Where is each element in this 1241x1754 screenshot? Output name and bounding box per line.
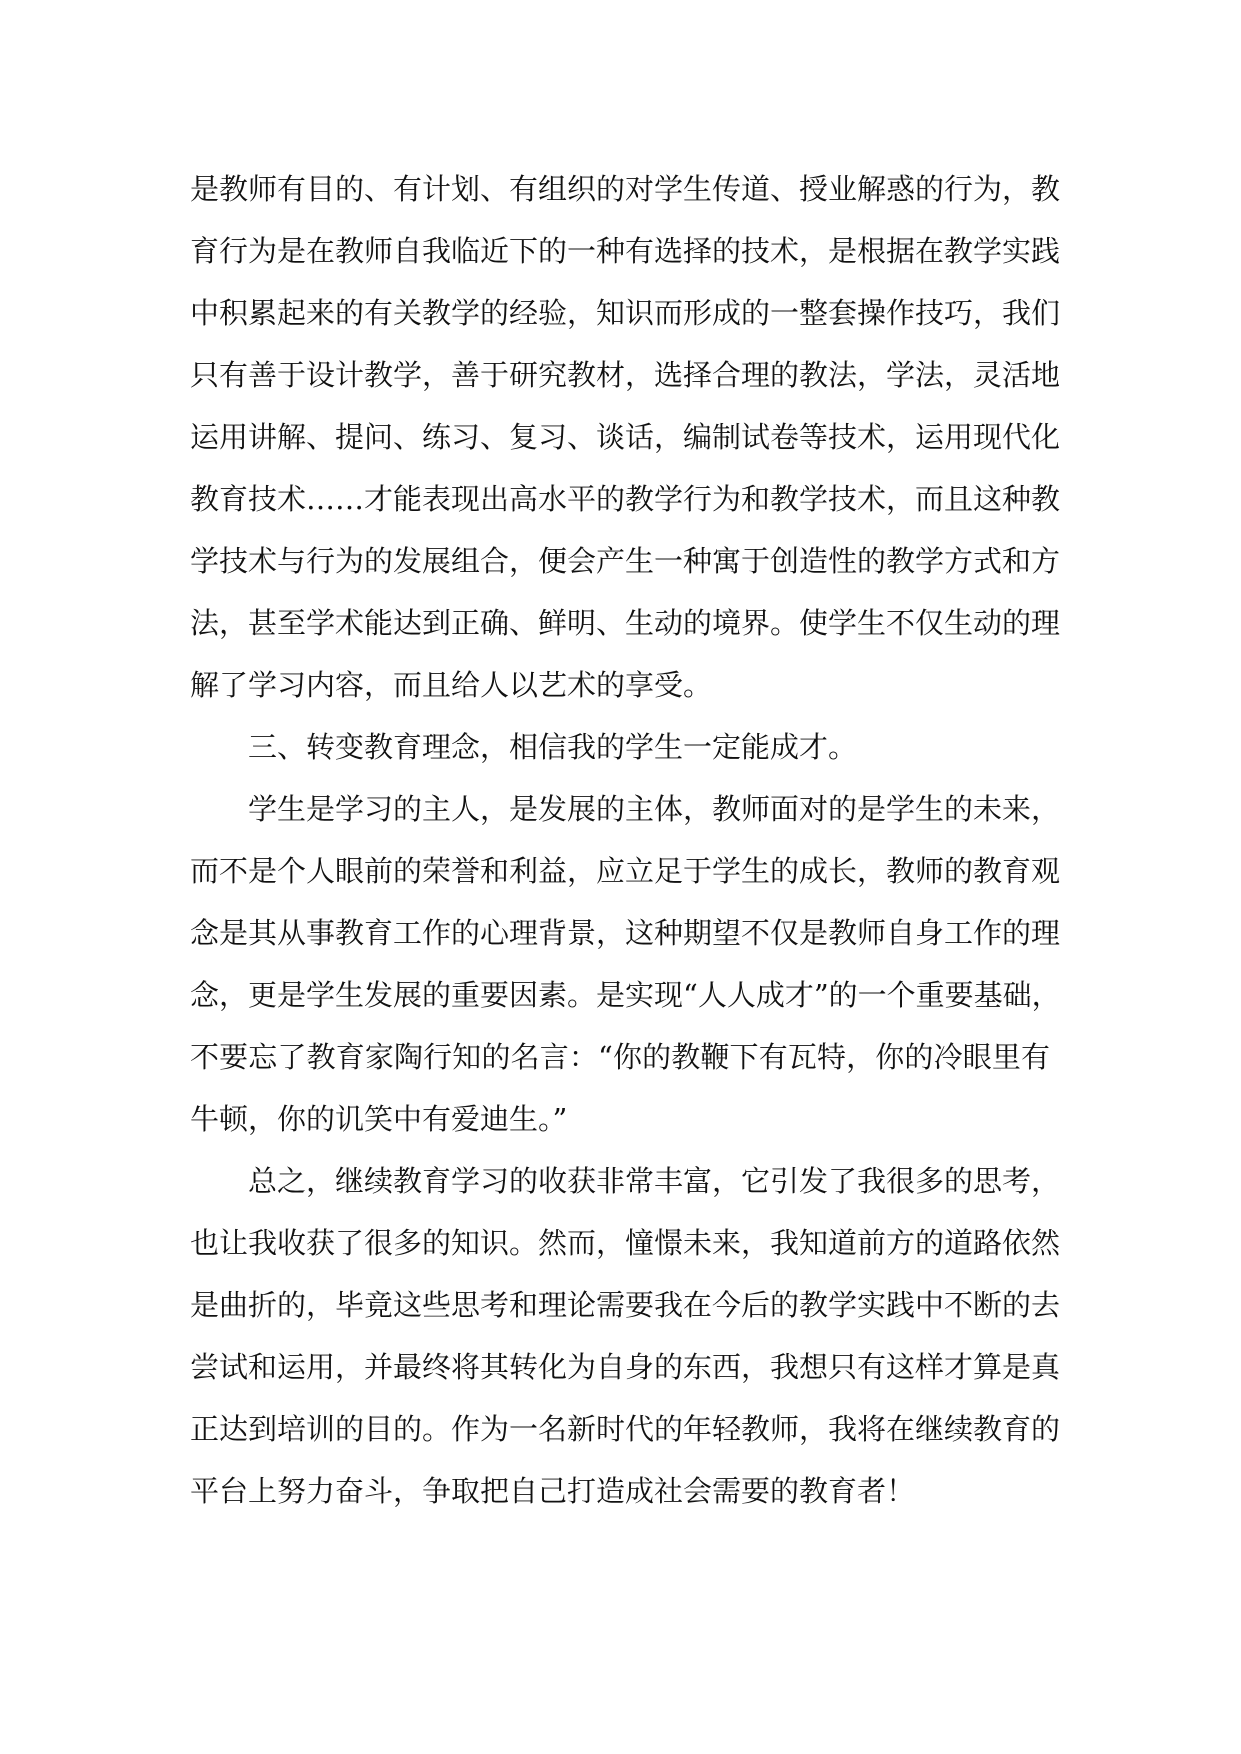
section-heading-text: 三、转变教育理念，相信我的学生一定能成才。 (248, 730, 858, 764)
text-line: 解了学习内容，而且给人以艺术的享受。 (190, 668, 713, 702)
text-line: 法，甚至学术能达到正确、鲜明、生动的境界。使学生不仅生动的理 (190, 606, 1061, 640)
text-line: 平台上努力奋斗，争取把自己打造成社会需要的教育者！ (190, 1474, 916, 1508)
text-line: 运用讲解、提问、练习、复习、谈话，编制试卷等技术，运用现代化 (190, 420, 1061, 454)
text-line: 正达到培训的目的。作为一名新时代的年轻教师，我将在继续教育的 (190, 1412, 1061, 1446)
text-line: 育行为是在教师自我临近下的一种有选择的技术，是根据在教学实践 (190, 234, 1061, 268)
section-heading-3 (190, 716, 1050, 778)
text-line: 总之，继续教育学习的收获非常丰富，它引发了我很多的思考， (248, 1164, 1061, 1198)
paragraph-teaching-skills (190, 158, 1061, 716)
text-line: 念是其从事教育工作的心理背景，这种期望不仅是教师自身工作的理 (190, 916, 1061, 950)
text-line: 念，更是学生发展的重要因素。是实现“人人成才”的一个重要基础， (190, 978, 1061, 1012)
text-line: 而不是个人眼前的荣誉和利益，应立足于学生的成长，教师的教育观 (190, 854, 1061, 888)
paragraph-conclusion (190, 1150, 1061, 1522)
text-line: 学生是学习的主人，是发展的主体，教师面对的是学生的未来， (248, 792, 1061, 826)
text-line: 尝试和运用，并最终将其转化为自身的东西，我想只有这样才算是真 (190, 1350, 1061, 1384)
text-line: 牛顿，你的讥笑中有爱迪生。” (190, 1102, 568, 1136)
text-line: 是教师有目的、有计划、有组织的对学生传道、授业解惑的行为，教 (190, 172, 1061, 206)
text-line: 也让我收获了很多的知识。然而，憧憬未来，我知道前方的道路依然 (190, 1226, 1061, 1260)
text-line: 中积累起来的有关教学的经验，知识而形成的一整套操作技巧，我们 (190, 296, 1061, 330)
text-line: 教育技术……才能表现出高水平的教学行为和教学技术，而且这种教 (190, 482, 1061, 516)
document-body (190, 158, 1061, 1522)
paragraph-student-growth (190, 778, 1061, 1150)
text-line: 不要忘了教育家陶行知的名言：“你的教鞭下有瓦特，你的冷眼里有 (190, 1040, 1050, 1074)
text-line: 只有善于设计教学，善于研究教材，选择合理的教法，学法，灵活地 (190, 358, 1061, 392)
text-line: 是曲折的，毕竟这些思考和理论需要我在今后的教学实践中不断的去 (190, 1288, 1061, 1322)
text-line: 学技术与行为的发展组合，便会产生一种寓于创造性的教学方式和方 (190, 544, 1061, 578)
